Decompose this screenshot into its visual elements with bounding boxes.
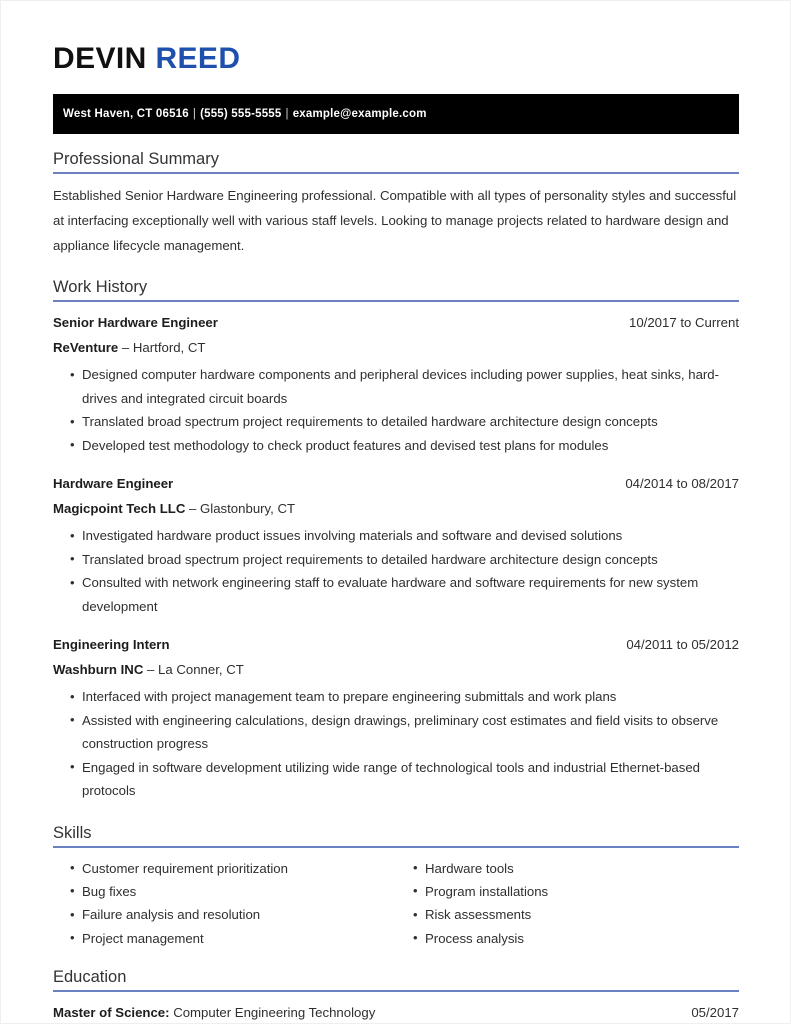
- job-entry: [53, 311, 739, 457]
- job-date: 04/2011 to 05/2012: [626, 637, 739, 652]
- section-divider-education: [53, 990, 739, 992]
- job-title: Hardware Engineer: [53, 476, 174, 491]
- resume-content: [53, 1, 739, 1024]
- skills-list-left: [53, 857, 396, 951]
- job-employer: Magicpoint Tech LLC: [53, 501, 186, 516]
- contact-phone: (555) 555-5555: [200, 108, 282, 120]
- contact-separator-2: |: [285, 108, 289, 120]
- skills-columns: [53, 857, 739, 951]
- education-separator: :: [165, 1005, 174, 1021]
- job-bullet-list: [53, 685, 739, 803]
- section-professional-summary: [53, 149, 739, 258]
- job-header-row: [53, 472, 739, 496]
- job-header-row: [53, 311, 739, 335]
- education-field: Computer Engineering Technology: [173, 1005, 376, 1021]
- job-date: 04/2014 to 08/2017: [625, 476, 739, 491]
- skills-list-right: [396, 857, 739, 951]
- job-company-row: [53, 657, 739, 682]
- skills-column-left: [53, 857, 396, 951]
- job-bullet: • Engaged in software development utilizing wide range of technological tools and industrial Ethernet-based protocols: [53, 756, 739, 803]
- job-bullet: • Investigated hardware product issues involving materials and software and devised solutions: [53, 524, 739, 548]
- job-bullet: • Designed computer hardware components and peripheral devices including power supplies, heat sinks, hard-drives and integrated circuit boards: [53, 363, 739, 410]
- job-date: 10/2017 to Current: [629, 315, 739, 330]
- candidate-name: [53, 41, 739, 77]
- skill-item: • Project management: [53, 927, 396, 950]
- skill-item: • Bug fixes: [53, 880, 396, 903]
- job-entry: [53, 472, 739, 618]
- summary-text: Established Senior Hardware Engineering professional. Compatible with all types of personality styles and successful at interfacing exceptionally well with various staff levels. Looking to manage projects related to hardware design and appliance lifecycle management.: [53, 188, 737, 253]
- job-bullet: • Consulted with network engineering staff to evaluate hardware and software requirements for new system development: [53, 571, 739, 618]
- section-divider-summary: [53, 172, 739, 174]
- section-title-skills: Skills: [53, 823, 92, 842]
- first-name: DEVIN: [53, 42, 147, 75]
- job-company-row: [53, 335, 739, 360]
- skill-item: • Process analysis: [396, 927, 739, 950]
- job-entry: [53, 633, 739, 803]
- job-separator: –: [143, 662, 159, 677]
- job-separator: –: [118, 340, 133, 355]
- education-entry: [53, 1001, 739, 1024]
- header-name-block: [53, 1, 739, 77]
- skill-item: • Hardware tools: [396, 857, 739, 880]
- section-skills: [53, 823, 739, 951]
- job-company-row: [53, 496, 739, 521]
- job-location: La Conner, CT: [158, 662, 244, 677]
- skill-item: • Failure analysis and resolution: [53, 903, 396, 926]
- job-employer: Washburn INC: [53, 662, 144, 677]
- job-location: Glastonbury, CT: [200, 501, 296, 516]
- section-title-education: Education: [53, 968, 127, 987]
- education-degree: Master of Science: [53, 1005, 166, 1021]
- job-title: Senior Hardware Engineer: [53, 315, 218, 330]
- section-education: [53, 967, 739, 1024]
- job-bullet-list: [53, 524, 739, 618]
- job-separator: –: [185, 501, 201, 516]
- skill-item: • Risk assessments: [396, 903, 739, 926]
- section-title-work-history: Work History: [53, 278, 148, 296]
- skill-item: • Customer requirement prioritization: [53, 857, 396, 880]
- skill-item: • Program installations: [396, 880, 739, 903]
- job-bullet: • Translated broad spectrum project requirements to detailed hardware architecture design concepts: [53, 410, 739, 434]
- contact-separator-1: |: [192, 108, 197, 120]
- job-location: Hartford, CT: [132, 340, 206, 355]
- job-header-row: [53, 633, 739, 657]
- last-name: REED: [155, 42, 241, 75]
- section-divider-skills: [53, 846, 739, 848]
- contact-email: example@example.com: [292, 108, 427, 120]
- section-work-history: [53, 277, 739, 803]
- job-bullet: • Interfaced with project management team to prepare engineering submittals and work plans: [53, 685, 739, 709]
- education-date: 05/2017: [691, 1005, 739, 1021]
- contact-line: [63, 108, 427, 120]
- section-divider-work-history: [53, 300, 739, 302]
- job-bullet: • Assisted with engineering calculations, design drawings, preliminary cost estimates and field visits to observe construction progress: [53, 709, 739, 756]
- job-bullet: • Developed test methodology to check product features and devised test plans for modules: [53, 434, 739, 458]
- skills-column-right: [396, 857, 739, 951]
- contact-bar: [53, 94, 739, 134]
- section-title-summary: Professional Summary: [53, 150, 219, 168]
- job-employer: ReVenture: [53, 340, 119, 355]
- education-degree-row: [53, 1001, 375, 1024]
- job-bullet-list: [53, 363, 739, 457]
- job-bullet: • Translated broad spectrum project requirements to detailed hardware architecture design concepts: [53, 548, 739, 572]
- contact-location: West Haven, CT 06516: [63, 108, 189, 120]
- job-title: Engineering Intern: [53, 637, 170, 652]
